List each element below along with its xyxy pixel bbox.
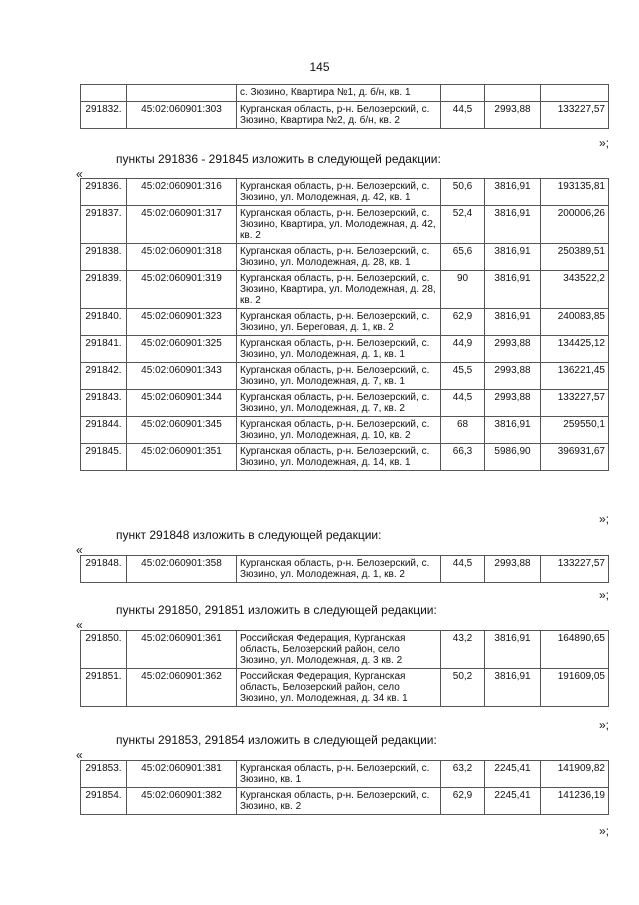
address: Курганская область, р-н. Белозерский, с. Зюзино, ул. Береговая, д. 1, кв. 2 [237, 309, 441, 336]
cadastral-number: 45:02:060901:351 [127, 444, 237, 471]
cadastral-number: 45:02:060901:303 [127, 102, 237, 129]
address: Курганская область, р-н. Белозерский, с. Зюзино, ул. Молодежная, д. 14, кв. 1 [237, 444, 441, 471]
closing-quote: »; [598, 824, 609, 838]
address: Курганская область, р-н. Белозерский, с. Зюзино, Квартира, ул. Молодежная, д. 42, кв. 2 [237, 206, 441, 244]
area: 50,2 [441, 669, 485, 707]
cadastral-number: 45:02:060901:362 [127, 669, 237, 707]
area: 44,5 [441, 556, 485, 583]
cadastral-value: 200006,26 [541, 206, 609, 244]
table-row [81, 309, 609, 336]
area: 62,9 [441, 309, 485, 336]
table-row [81, 788, 609, 815]
area: 50,6 [441, 179, 485, 206]
cadastral-number: 45:02:060901:316 [127, 179, 237, 206]
area: 45,5 [441, 363, 485, 390]
area: 44,5 [441, 102, 485, 129]
opening-quote: « [76, 618, 83, 632]
cadastral-value [541, 85, 609, 102]
cadastral-price: 2993,88 [485, 336, 541, 363]
area [441, 85, 485, 102]
cadastral-number: 45:02:060901:325 [127, 336, 237, 363]
table-row [81, 761, 609, 788]
cadastral-number: 45:02:060901:319 [127, 271, 237, 309]
cadastral-value: 343522,2 [541, 271, 609, 309]
cadastral-value: 240083,85 [541, 309, 609, 336]
row-number: 291850. [81, 631, 127, 669]
address: Курганская область, р-н. Белозерский, с. Зюзино, ул. Молодежная, д. 42, кв. 1 [237, 179, 441, 206]
cadastral-price: 2245,41 [485, 788, 541, 815]
cadastral-value: 191609,05 [541, 669, 609, 707]
area: 90 [441, 271, 485, 309]
cadastral-value: 133227,57 [541, 556, 609, 583]
cadastral-price: 3816,91 [485, 271, 541, 309]
cadastral-price: 2245,41 [485, 761, 541, 788]
cadastral-value: 259550,1 [541, 417, 609, 444]
property-table [80, 555, 609, 583]
area: 62,9 [441, 788, 485, 815]
table-row [81, 417, 609, 444]
cadastral-number: 45:02:060901:317 [127, 206, 237, 244]
cadastral-number: 45:02:060901:343 [127, 363, 237, 390]
area: 68 [441, 417, 485, 444]
row-number: 291853. [81, 761, 127, 788]
address: Курганская область, р-н. Белозерский, с. Зюзино, ул. Молодежная, д. 1, кв. 1 [237, 336, 441, 363]
row-number [81, 85, 127, 102]
area: 44,5 [441, 390, 485, 417]
opening-quote: « [76, 167, 83, 181]
cadastral-price: 2993,88 [485, 102, 541, 129]
table-row [81, 271, 609, 309]
property-table [80, 178, 609, 471]
cadastral-value: 141909,82 [541, 761, 609, 788]
row-number: 291841. [81, 336, 127, 363]
table-row [81, 244, 609, 271]
cadastral-number: 45:02:060901:344 [127, 390, 237, 417]
row-number: 291851. [81, 669, 127, 707]
table-row [81, 556, 609, 583]
address: Курганская область, р-н. Белозерский, с. Зюзино, кв. 1 [237, 761, 441, 788]
cadastral-price: 3816,91 [485, 417, 541, 444]
cadastral-value: 136221,45 [541, 363, 609, 390]
table-row [81, 85, 609, 102]
row-number: 291854. [81, 788, 127, 815]
amendment-heading: пункты 291853, 291854 изложить в следующей редакции: [116, 733, 437, 747]
table-row [81, 336, 609, 363]
address: Курганская область, р-н. Белозерский, с. Зюзино, Квартира, ул. Молодежная, д. 28, кв. 2 [237, 271, 441, 309]
amendment-heading: пункт 291848 изложить в следующей редакции: [116, 528, 382, 542]
address: Курганская область, р-н. Белозерский, с. Зюзино, ул. Молодежная, д. 7, кв. 1 [237, 363, 441, 390]
row-number: 291840. [81, 309, 127, 336]
cadastral-price: 5986,90 [485, 444, 541, 471]
cadastral-number: 45:02:060901:381 [127, 761, 237, 788]
row-number: 291842. [81, 363, 127, 390]
address: Российская Федерация, Курганская область, Белозерский район, село Зюзино, ул. Молодежная, д. 34 кв. 1 [237, 669, 441, 707]
amendment-heading: пункты 291836 - 291845 изложить в следующей редакции: [116, 152, 441, 166]
address: Курганская область, р-н. Белозерский, с. Зюзино, ул. Молодежная, д. 10, кв. 2 [237, 417, 441, 444]
address: с. Зюзино, Квартира №1, д. б/н, кв. 1 [237, 85, 441, 102]
closing-quote: »; [598, 512, 609, 526]
cadastral-price [485, 85, 541, 102]
row-number: 291836. [81, 179, 127, 206]
area: 65,6 [441, 244, 485, 271]
cadastral-price: 2993,88 [485, 390, 541, 417]
table-row [81, 363, 609, 390]
cadastral-number: 45:02:060901:318 [127, 244, 237, 271]
row-number: 291832. [81, 102, 127, 129]
row-number: 291844. [81, 417, 127, 444]
cadastral-value: 193135,81 [541, 179, 609, 206]
opening-quote: « [76, 543, 83, 557]
closing-quote: »; [598, 136, 609, 150]
cadastral-number: 45:02:060901:358 [127, 556, 237, 583]
address: Курганская область, р-н. Белозерский, с. Зюзино, Квартира №2, д. б/н, кв. 2 [237, 102, 441, 129]
cadastral-value: 133227,57 [541, 102, 609, 129]
cadastral-value: 133227,57 [541, 390, 609, 417]
table-row [81, 669, 609, 707]
table-row [81, 206, 609, 244]
row-number: 291843. [81, 390, 127, 417]
table-row [81, 102, 609, 129]
property-table-continued [80, 84, 609, 129]
area: 63,2 [441, 761, 485, 788]
page-number: 145 [309, 60, 330, 74]
cadastral-number: 45:02:060901:345 [127, 417, 237, 444]
cadastral-price: 3816,91 [485, 669, 541, 707]
table-row [81, 631, 609, 669]
area: 52,4 [441, 206, 485, 244]
address: Курганская область, р-н. Белозерский, с. Зюзино, ул. Молодежная, д. 7, кв. 2 [237, 390, 441, 417]
cadastral-value: 396931,67 [541, 444, 609, 471]
cadastral-price: 2993,88 [485, 363, 541, 390]
amendment-heading: пункты 291850, 291851 изложить в следующей редакции: [116, 603, 437, 617]
row-number: 291848. [81, 556, 127, 583]
cadastral-price: 2993,88 [485, 556, 541, 583]
row-number: 291838. [81, 244, 127, 271]
table-row [81, 179, 609, 206]
address: Курганская область, р-н. Белозерский, с. Зюзино, кв. 2 [237, 788, 441, 815]
cadastral-value: 164890,65 [541, 631, 609, 669]
cadastral-value: 141236,19 [541, 788, 609, 815]
area: 43,2 [441, 631, 485, 669]
closing-quote: »; [598, 718, 609, 732]
closing-quote: »; [598, 588, 609, 602]
table-row [81, 444, 609, 471]
table-row [81, 390, 609, 417]
address: Курганская область, р-н. Белозерский, с. Зюзино, ул. Молодежная, д. 1, кв. 2 [237, 556, 441, 583]
property-table [80, 630, 609, 707]
cadastral-number: 45:02:060901:323 [127, 309, 237, 336]
area: 44,9 [441, 336, 485, 363]
cadastral-price: 3816,91 [485, 206, 541, 244]
row-number: 291845. [81, 444, 127, 471]
address: Российская Федерация, Курганская область, Белозерский район, село Зюзино, ул. Молодежная, д. 3 кв. 2 [237, 631, 441, 669]
cadastral-value: 250389,51 [541, 244, 609, 271]
property-table [80, 760, 609, 815]
row-number: 291837. [81, 206, 127, 244]
row-number: 291839. [81, 271, 127, 309]
cadastral-price: 3816,91 [485, 244, 541, 271]
cadastral-price: 3816,91 [485, 179, 541, 206]
opening-quote: « [76, 748, 83, 762]
address: Курганская область, р-н. Белозерский, с. Зюзино, ул. Молодежная, д. 28, кв. 1 [237, 244, 441, 271]
cadastral-price: 3816,91 [485, 309, 541, 336]
cadastral-price: 3816,91 [485, 631, 541, 669]
cadastral-number: 45:02:060901:361 [127, 631, 237, 669]
cadastral-number [127, 85, 237, 102]
area: 66,3 [441, 444, 485, 471]
cadastral-value: 134425,12 [541, 336, 609, 363]
cadastral-number: 45:02:060901:382 [127, 788, 237, 815]
